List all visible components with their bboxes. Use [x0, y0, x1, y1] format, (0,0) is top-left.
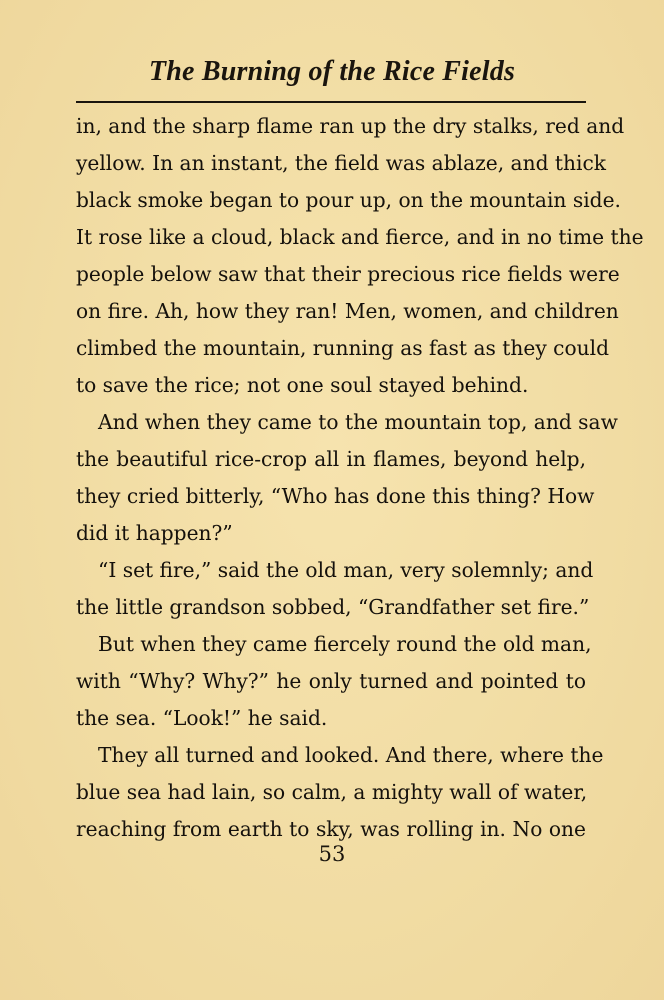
- text-line: to save the rice; not one soul stayed behind.: [76, 373, 529, 397]
- text-line: “I set fire,” said the old man, very solemnly; and: [98, 558, 594, 582]
- text-line: blue sea had lain, so calm, a mighty wall of water,: [76, 780, 588, 804]
- text-line: the little grandson sobbed, “Grandfather set fire.”: [76, 595, 590, 619]
- text-line: the beautiful rice-crop all in flames, beyond help,: [76, 447, 586, 471]
- text-line: on fire. Ah, how they ran! Men, women, and children: [76, 299, 619, 323]
- body-text: [76, 108, 644, 848]
- text-line: But when they came fiercely round the old man,: [98, 632, 592, 656]
- text-line: It rose like a cloud, black and fierce, and in no time the: [76, 225, 644, 249]
- text-line: the sea. “Look!” he said.: [76, 706, 328, 730]
- text-line: They all turned and looked. And there, where the: [98, 743, 604, 767]
- running-head-title: The Burning of the Rice Fields: [148, 56, 516, 87]
- text-line: did it happen?”: [76, 521, 233, 545]
- text-line: with “Why? Why?” he only turned and pointed to: [76, 669, 586, 693]
- page-number: 53: [318, 842, 346, 866]
- text-line: reaching from earth to sky, was rolling in. No one: [76, 817, 586, 841]
- text-line: black smoke began to pour up, on the mountain side.: [76, 188, 621, 212]
- text-line: yellow. In an instant, the field was ablaze, and thick: [76, 151, 607, 175]
- text-line: climbed the mountain, running as fast as they could: [76, 336, 609, 360]
- header-rule: [76, 101, 586, 103]
- text-line: they cried bitterly, “Who has done this thing? How: [76, 484, 595, 508]
- text-line: And when they came to the mountain top, and saw: [98, 410, 618, 434]
- text-line: people below saw that their precious rice fields were: [76, 262, 620, 286]
- text-line: in, and the sharp flame ran up the dry stalks, red and: [76, 114, 625, 138]
